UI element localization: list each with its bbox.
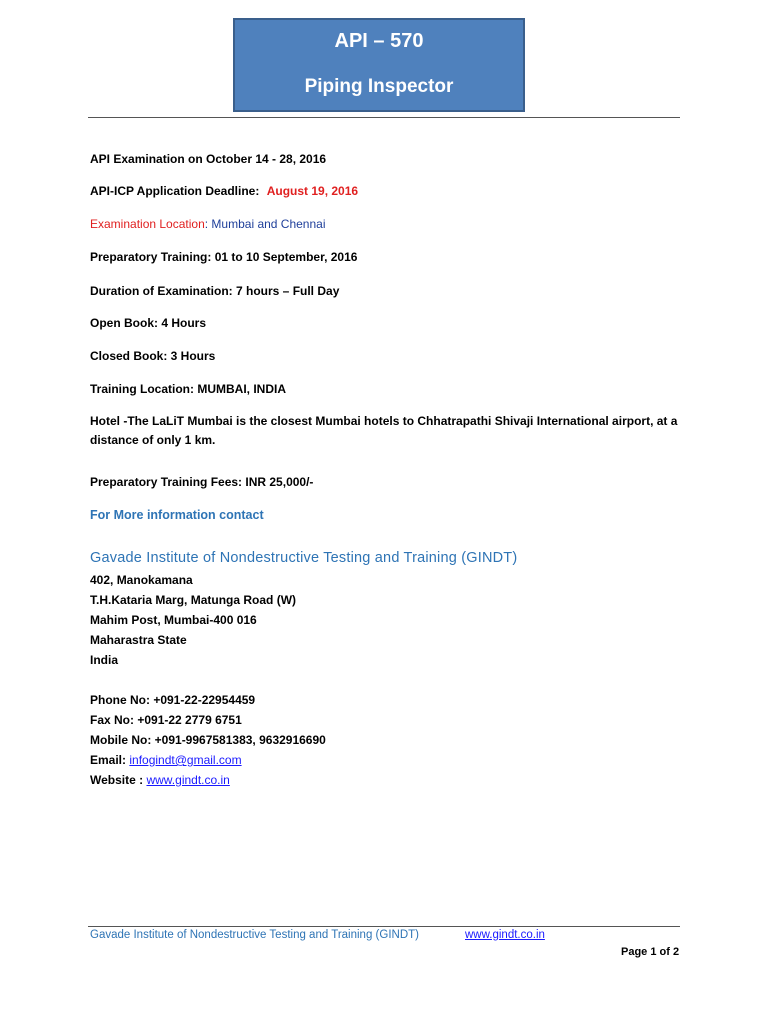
- location-value: Mumbai and Chennai: [208, 217, 326, 231]
- address-line: 402, Manokamana: [90, 573, 193, 587]
- phone-number: Phone No: +091-22-22954459: [90, 693, 256, 707]
- footer-rule: [88, 926, 680, 927]
- header-rule: [88, 117, 680, 118]
- mobile-number: Mobile No: +091-9967581383, 9632916690: [90, 733, 326, 747]
- email-label: Email:: [90, 753, 130, 767]
- address-line: Mahim Post, Mumbai-400 016: [90, 613, 257, 627]
- training-location: Training Location: MUMBAI, INDIA: [90, 382, 286, 396]
- title-box: [233, 18, 525, 112]
- deadline-line: [90, 184, 358, 198]
- training-fees: Preparatory Training Fees: INR 25,000/-: [90, 475, 314, 489]
- closed-book: Closed Book: 3 Hours: [90, 349, 216, 363]
- page-number: Page 1 of 2: [621, 946, 680, 958]
- email-link[interactable]: infogindt@gmail.com: [129, 753, 242, 767]
- hotel-paragraph: Hotel -The LaLiT Mumbai is the closest Mumbai hotels to Chhatrapathi Shivaji International airport, at a distance of only 1 km.: [90, 414, 678, 447]
- fax-number: Fax No: +091-22 2779 6751: [90, 713, 242, 727]
- location-line: [90, 217, 326, 231]
- email-line: [90, 753, 242, 767]
- website-line: [90, 773, 230, 787]
- location-colon: :: [204, 217, 209, 231]
- exam-duration: Duration of Examination: 7 hours – Full Day: [90, 284, 340, 298]
- deadline-label: API-ICP Application Deadline:: [90, 184, 260, 198]
- website-label: Website :: [90, 773, 147, 787]
- prep-training: Preparatory Training: 01 to 10 September, 2016: [90, 250, 358, 264]
- exam-dates: API Examination on October 14 - 28, 2016: [90, 152, 327, 166]
- open-book: Open Book: 4 Hours: [90, 316, 207, 330]
- address-line: T.H.Kataria Marg, Matunga Road (W): [90, 593, 297, 607]
- more-info-heading: For More information contact: [90, 508, 264, 522]
- footer-website-link[interactable]: www.gindt.co.in: [465, 929, 545, 941]
- title-api-570: API – 570: [334, 30, 424, 52]
- institute-heading: Gavade Institute of Nondestructive Testing and Training (GINDT): [90, 550, 518, 566]
- website-link[interactable]: www.gindt.co.in: [146, 773, 230, 787]
- address-line: Maharastra State: [90, 633, 187, 647]
- location-label: Examination Location: [90, 217, 205, 231]
- footer-institute: Gavade Institute of Nondestructive Testing and Training (GINDT): [90, 929, 419, 941]
- deadline-value: August 19, 2016: [266, 184, 359, 198]
- title-piping-inspector: Piping Inspector: [304, 76, 454, 97]
- address-line: India: [90, 653, 119, 667]
